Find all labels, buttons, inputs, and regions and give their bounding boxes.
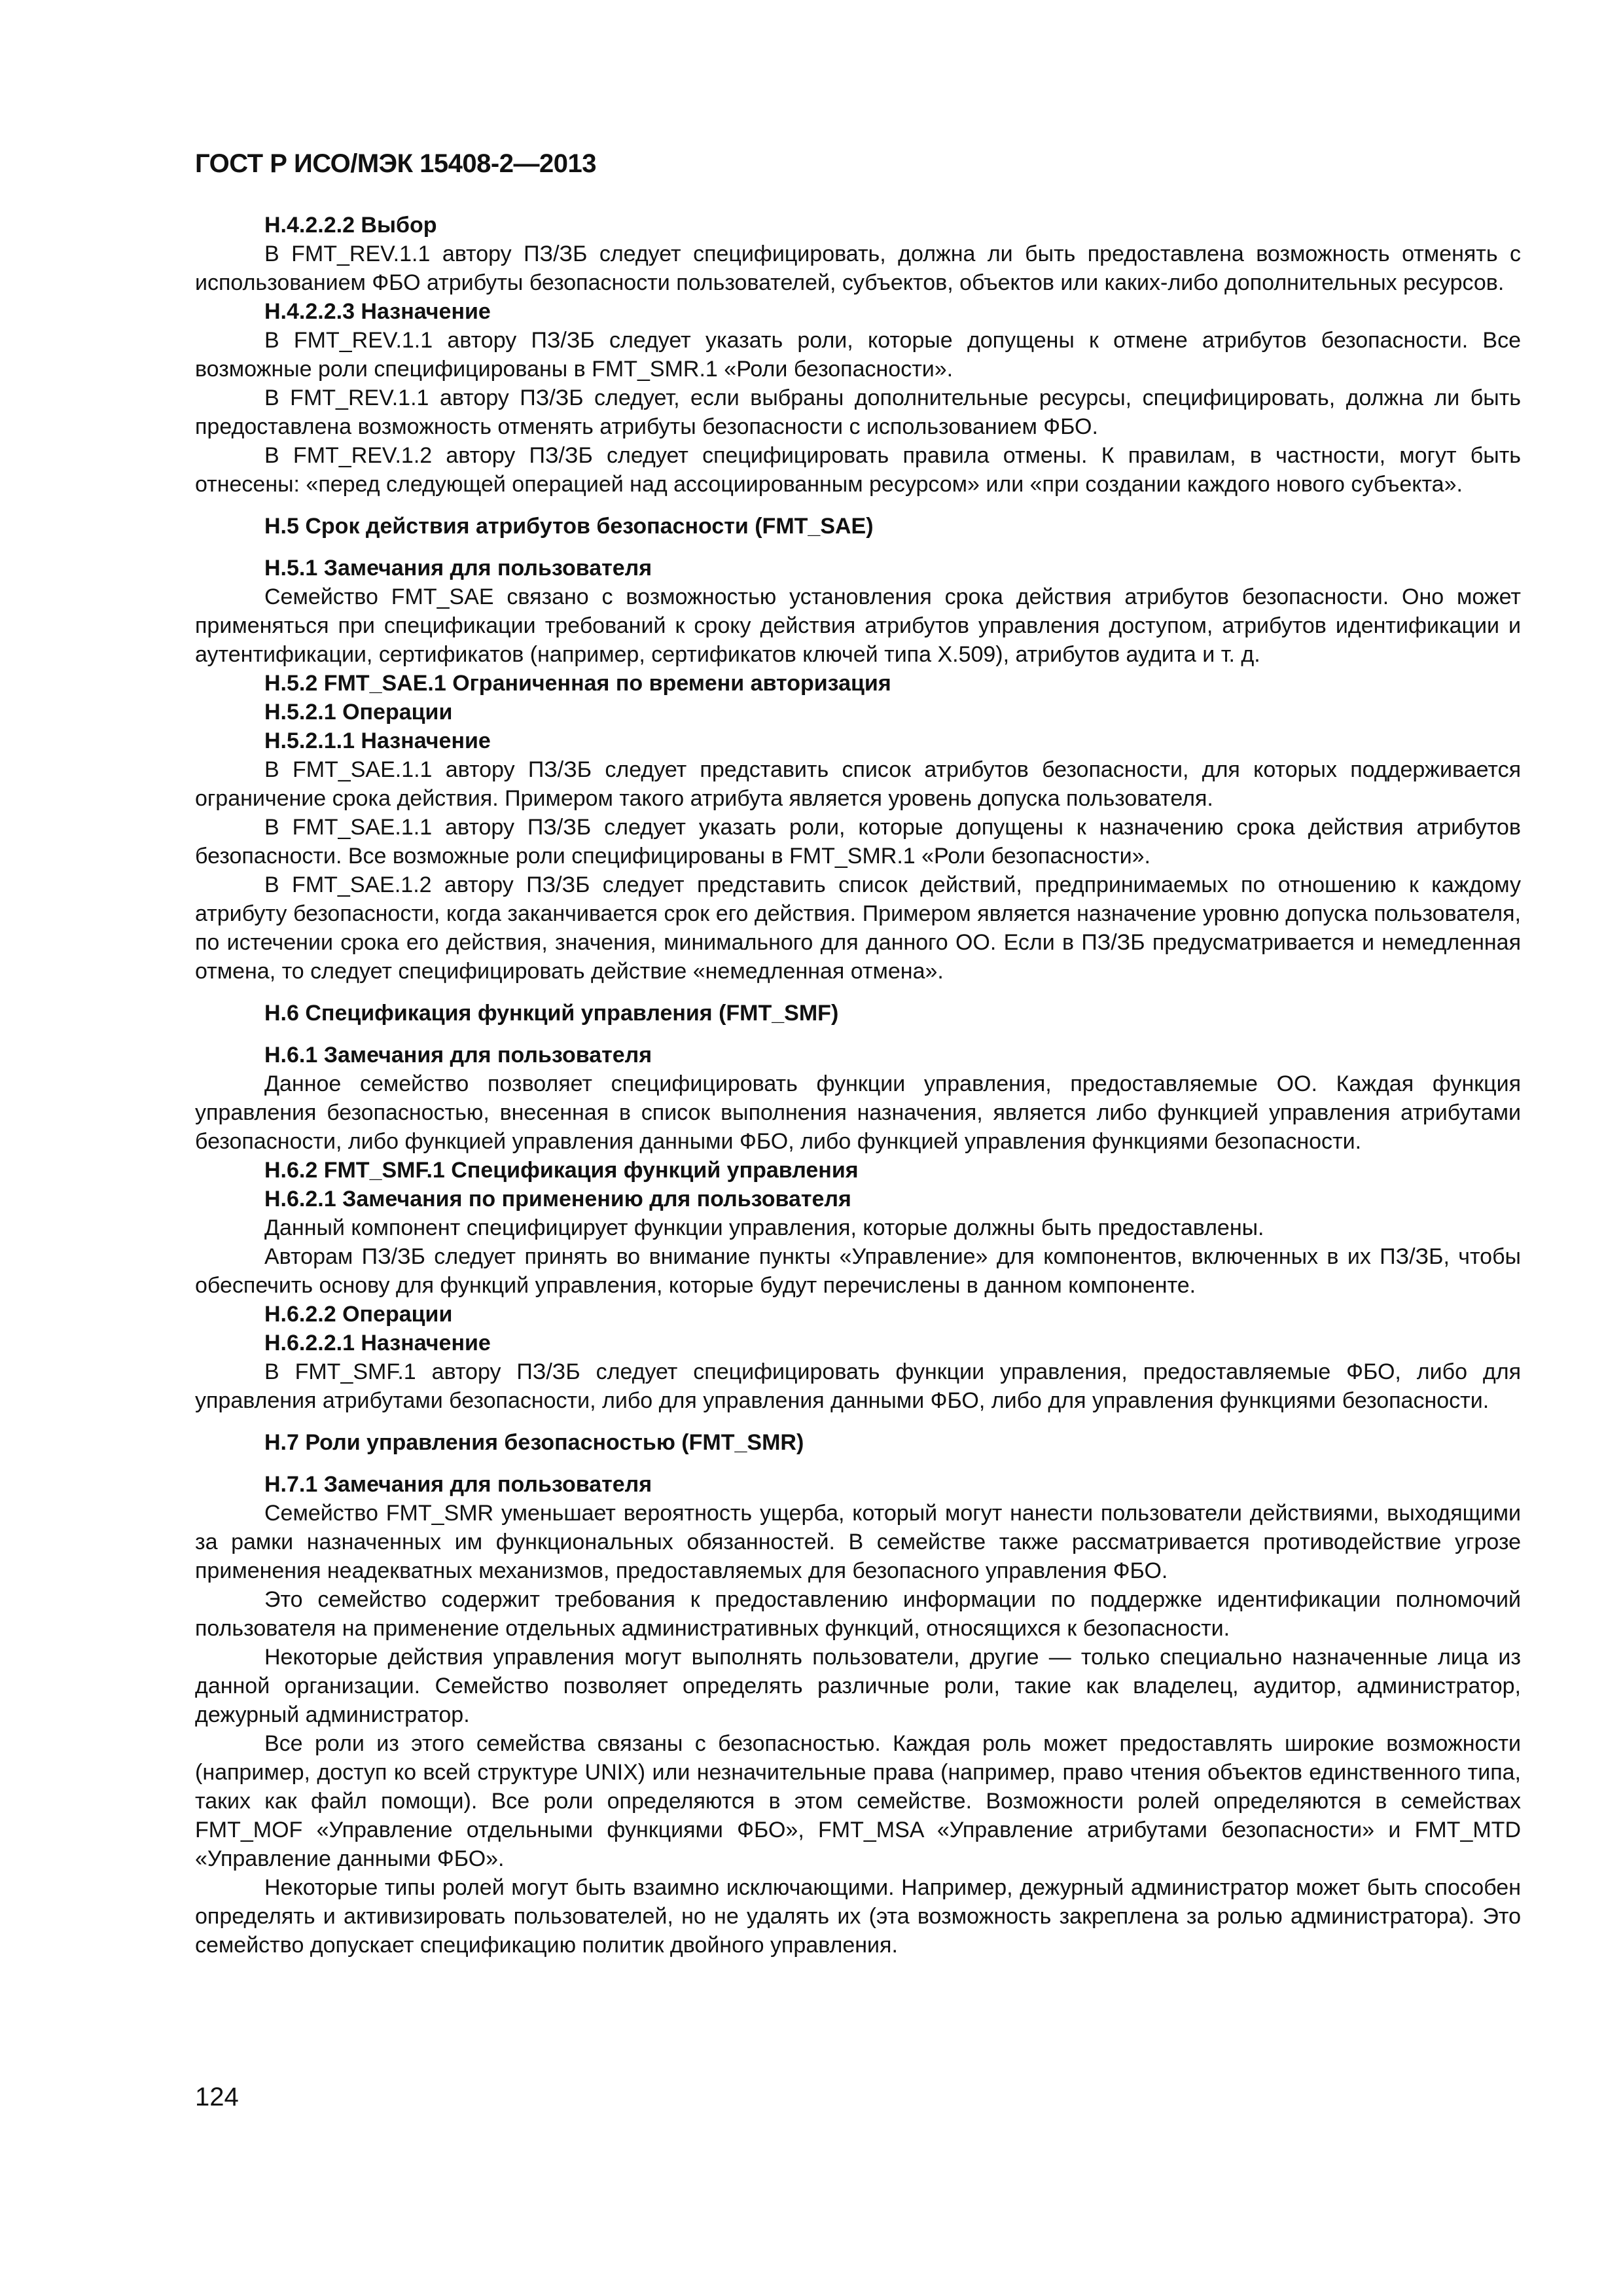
section-heading: H.6 Спецификация функций управления (FMT_SMF) [264, 1001, 839, 1026]
paragraph: В FMT_REV.1.1 автору ПЗ/ЗБ следует, если выбраны дополнительные ресурсы, специфицировать, должна ли быть предоставлена возможность отменять атрибуты безопасности с использованием ФБО. [195, 386, 1521, 439]
subsection-heading: H.4.2.2.3 Назначение [264, 299, 491, 324]
section-heading: H.5.1 Замечания для пользователя [264, 556, 652, 581]
subsection-heading: H.6.2.1 Замечания по применению для пользователя [264, 1187, 851, 1211]
paragraph: В FMT_REV.1.1 автору ПЗ/ЗБ следует специфицировать, должна ли быть предоставлена возможность отменять с использованием ФБО атрибуты безопасности пользователей, субъектов, объектов или каких-либо дополнительных ресурсов. [195, 242, 1521, 295]
paragraph: Семейство FMT_SAE связано с возможностью установления срока действия атрибутов безопасности. Оно может применяться при спецификации требований к сроку действия атрибутов управления доступом, атрибутов идентификации и аутентификации, сертификатов (например, сертификатов ключей типа X.509), атрибутов аудита и т. д. [195, 584, 1521, 667]
paragraph: В FMT_SAE.1.1 автору ПЗ/ЗБ следует указать роли, которые допущены к назначению срока действия атрибутов безопасности. Все возможные роли специфицированы в FMT_SMR.1 «Роли безопасности». [195, 815, 1521, 869]
paragraph: Данное семейство позволяет специфицировать функции управления, предоставляемые ОО. Каждая функция управления безопасностью, внесенная в список выполнения назначения, является либо функцией управления атрибутами безопасности, либо функцией управления данными ФБО, либо функцией управления функциями безопасности. [195, 1071, 1521, 1154]
page-number: 124 [195, 2083, 239, 2111]
section-heading: H.7.1 Замечания для пользователя [264, 1472, 652, 1497]
subsection-heading: H.5.2.1 Операции [264, 700, 453, 725]
paragraph: В FMT_SAE.1.2 автору ПЗ/ЗБ следует представить список действий, предпринимаемых по отношению к каждому атрибуту безопасности, когда заканчивается срок его действия. Примером является назначение уровню допуска пользователя, по истечении срока его действия, значения, минимального для данного ОО. Если в ПЗ/ЗБ предусматривается и немедленная отмена, то следует специфицировать действие «немедленная отмена». [195, 872, 1521, 984]
paragraph: Некоторые типы ролей могут быть взаимно исключающими. Например, дежурный администратор может быть способен определять и активизировать пользователей, но не удалять их (эта возможность закреплена за ролью администратора). Это семейство допускает спецификацию политик двойного управления. [195, 1875, 1521, 1958]
paragraph: В FMT_SMF.1 автору ПЗ/ЗБ следует специфицировать функции управления, предоставляемые ФБО, либо для управления атрибутами безопасности, либо для управления данными ФБО, либо для управления функциями безопасности. [195, 1359, 1521, 1413]
subsection-heading: H.5.2.1.1 Назначение [264, 728, 491, 753]
paragraph: Авторам ПЗ/ЗБ следует принять во внимание пункты «Управление» для компонентов, включенных в их ПЗ/ЗБ, чтобы обеспечить основу для функций управления, которые будут перечислены в данном компоненте. [195, 1244, 1521, 1298]
paragraph: Это семейство содержит требования к предоставлению информации по поддержке идентификации полномочий пользователя на применение отдельных административных функций, относящихся к безопасности. [195, 1587, 1521, 1641]
subsection-heading: H.6.2 FMT_SMF.1 Спецификация функций управления [264, 1158, 859, 1183]
section-heading: H.5 Срок действия атрибутов безопасности (FMT_SAE) [264, 514, 874, 539]
paragraph: Все роли из этого семейства связаны с безопасностью. Каждая роль может предоставлять широкие возможности (например, доступ ко всей структуре UNIX) или незначительные права (например, право чтения объектов единственного типа, таких как файл помощи). Все роли определяются в этом семействе. Возможности ролей определяются в семействах FMT_MOF «Управление отдельными функциями ФБО», FMT_MSA «Управление атрибутами безопасности» и FMT_MTD «Управление данными ФБО». [195, 1731, 1521, 1871]
document-body [195, 211, 1521, 1960]
paragraph: В FMT_REV.1.2 автору ПЗ/ЗБ следует специфицировать правила отмены. К правилам, в частности, могут быть отнесены: «перед следующей операцией над ассоциированным ресурсом» или «при создании каждого нового субъекта». [195, 443, 1521, 497]
section-heading: H.7 Роли управления безопасностью (FMT_SMR) [264, 1430, 804, 1455]
paragraph: В FMT_REV.1.1 автору ПЗ/ЗБ следует указать роли, которые допущены к отмене атрибутов безопасности. Все возможные роли специфицированы в FMT_SMR.1 «Роли безопасности». [195, 328, 1521, 382]
paragraph: Семейство FMT_SMR уменьшает вероятность ущерба, который могут нанести пользователи действиями, выходящими за рамки назначенных им функциональных обязанностей. В семействе также рассматривается противодействие угрозе применения неадекватных механизмов, предоставляемых для безопасного управления ФБО. [195, 1501, 1521, 1583]
subsection-heading: H.5.2 FMT_SAE.1 Ограниченная по времени авторизация [264, 671, 891, 696]
section-heading: H.6.1 Замечания для пользователя [264, 1043, 652, 1067]
paragraph: Некоторые действия управления могут выполнять пользователи, другие — только специально назначенные лица из данной организации. Семейство позволяет определять различные роли, такие как владелец, аудитор, администратор, дежурный администратор. [195, 1645, 1521, 1727]
subsection-heading: H.4.2.2.2 Выбор [264, 213, 437, 238]
paragraph: Данный компонент специфицирует функции управления, которые должны быть предоставлены. [264, 1215, 1264, 1240]
document-header: ГОСТ Р ИСО/МЭК 15408-2—2013 [195, 149, 596, 178]
subsection-heading: H.6.2.2 Операции [264, 1302, 453, 1327]
paragraph: В FMT_SAE.1.1 автору ПЗ/ЗБ следует представить список атрибутов безопасности, для которых поддерживается ограничение срока действия. Примером такого атрибута является уровень допуска пользователя. [195, 757, 1521, 811]
subsection-heading: H.6.2.2.1 Назначение [264, 1331, 491, 1355]
